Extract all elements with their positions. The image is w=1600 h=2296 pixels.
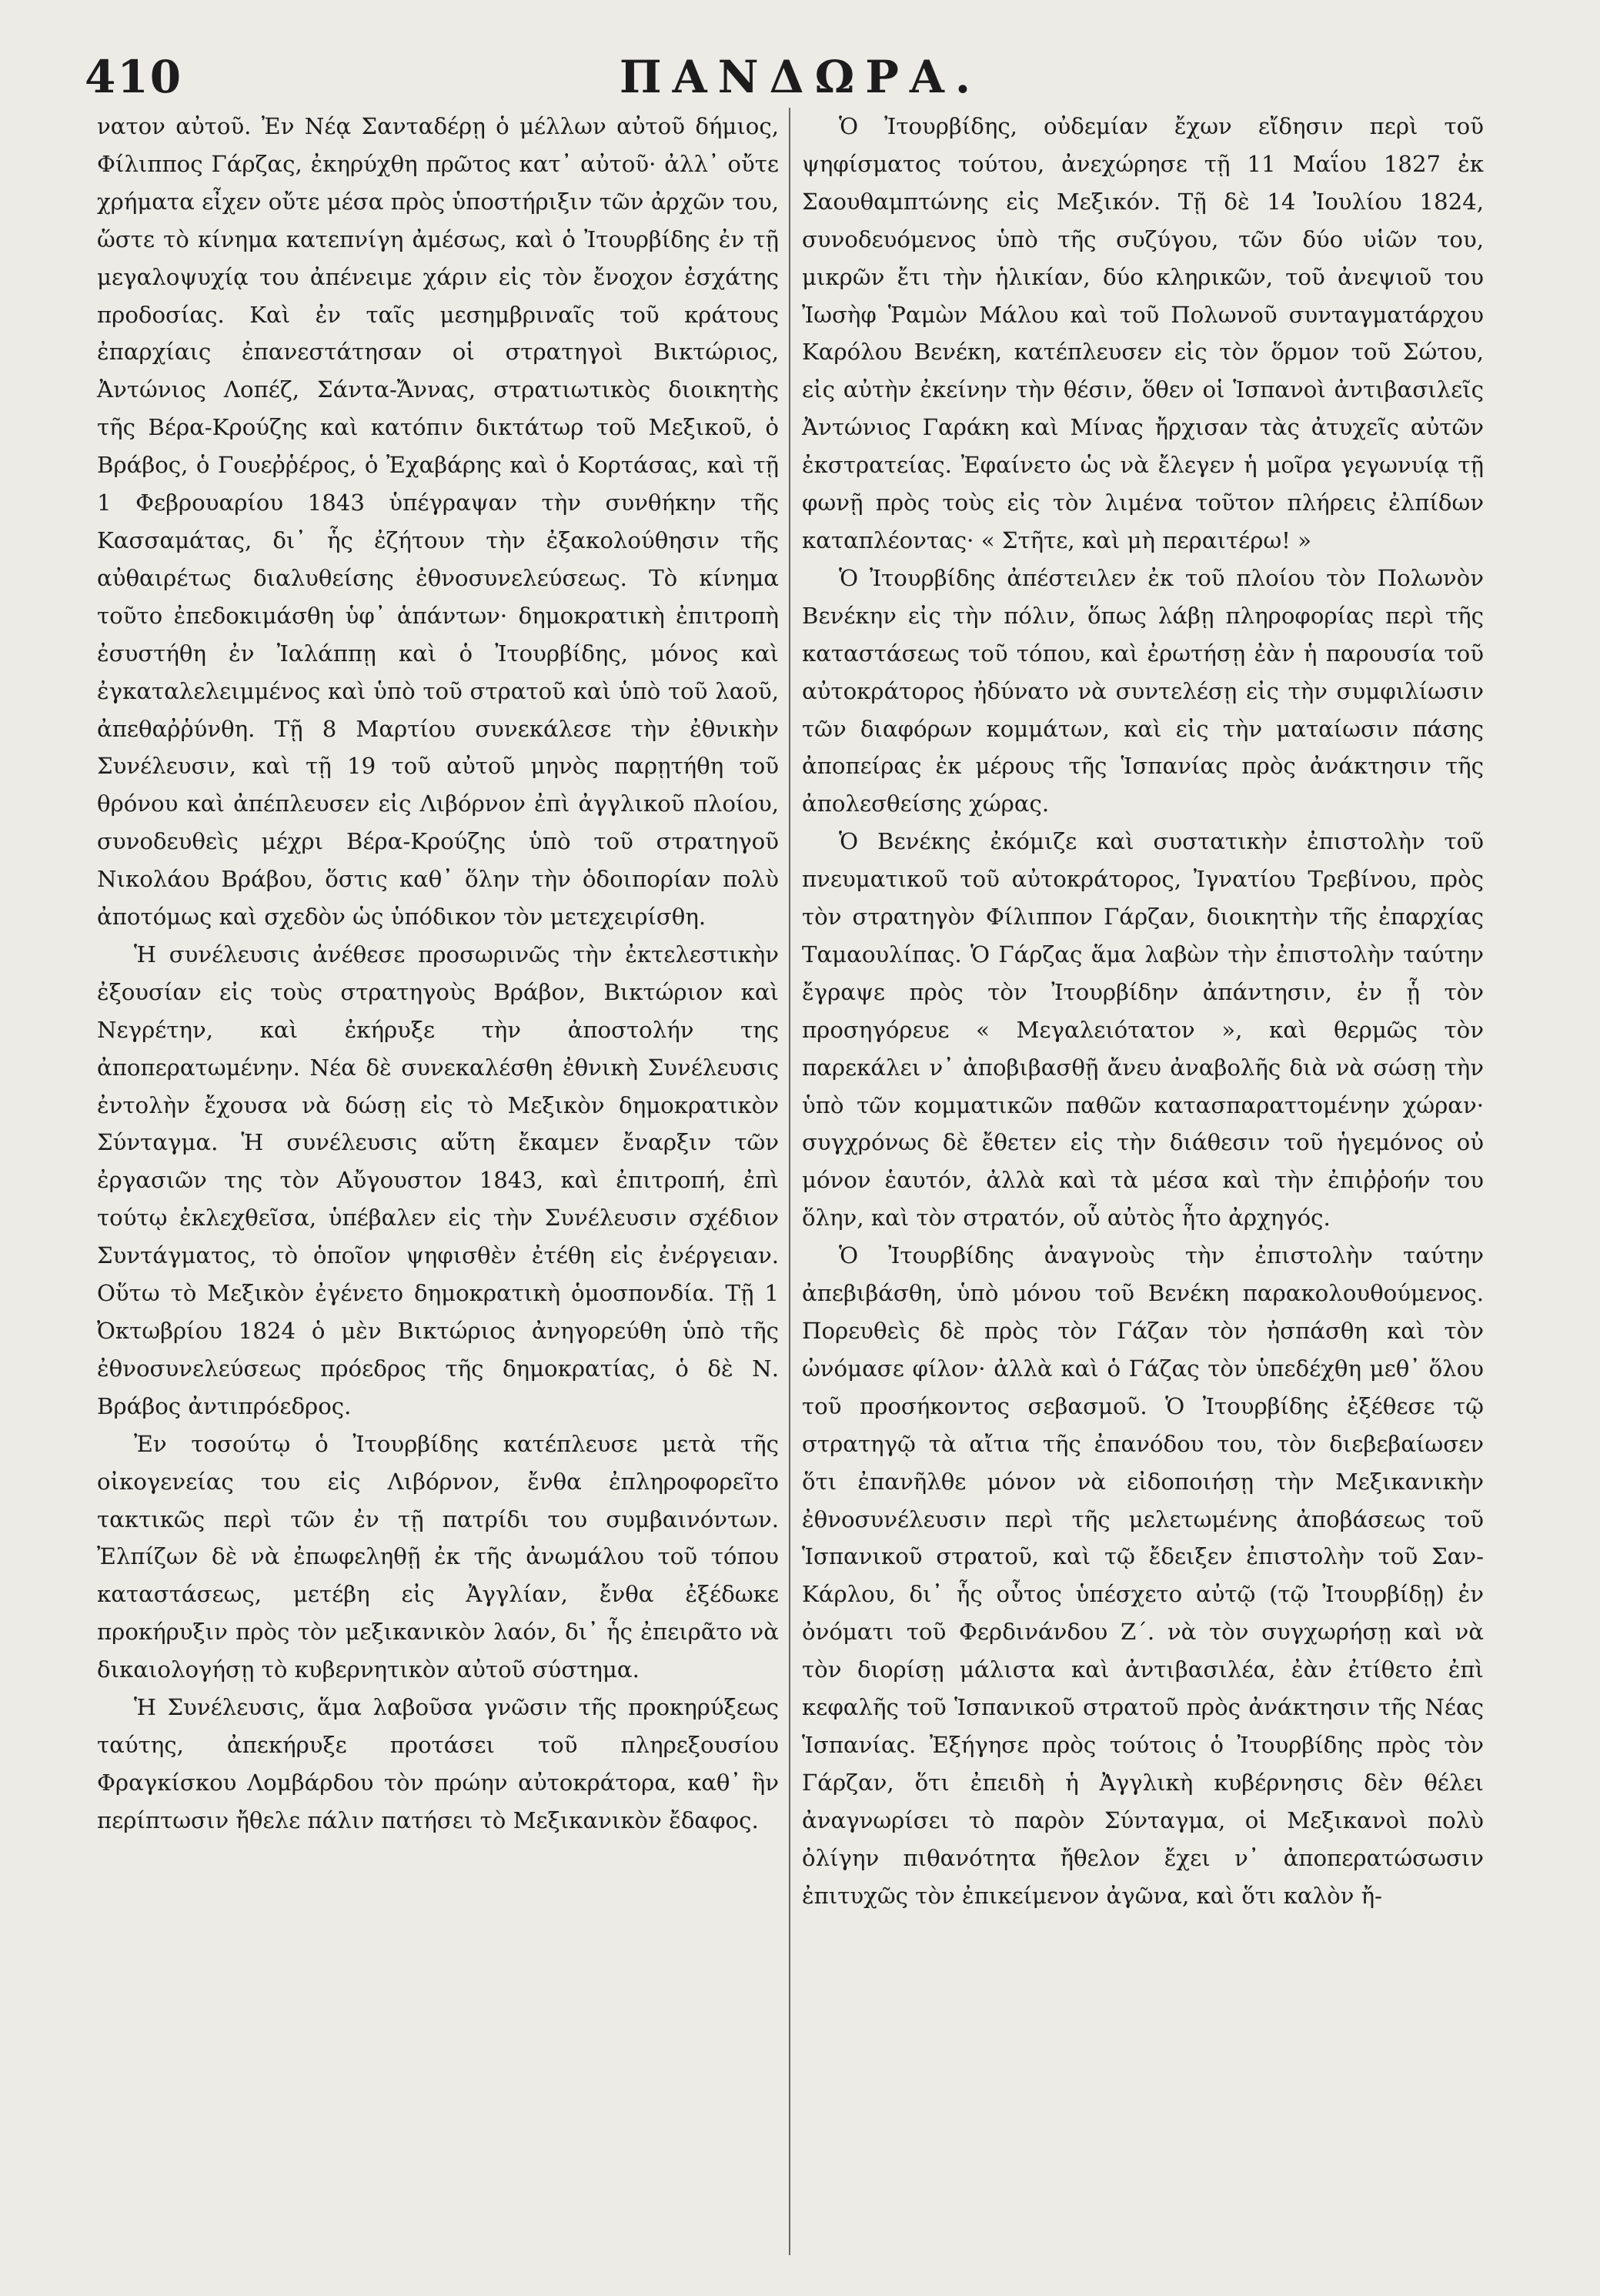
paragraph: Ἡ Συνέλευσις, ἅμα λαβοῦσα γνῶσιν τῆς προκηρύξεως ταύτης, ἀπεκήρυξε προτάσει τοῦ πληρεξουσίου Φραγκίσκου Λομβάρδου τὸν πρώην αὐτοκράτορα, καθ᾽ ἣν περίπτωσιν ἤθελε πάλιν πατήσει τὸ Μεξικανικὸν ἔδαφος. bbox=[97, 1694, 779, 1833]
paragraph: Ὁ Ἰτουρβίδης ἀπέστειλεν ἐκ τοῦ πλοίου τὸν Πολωνὸν Βενέκην εἰς τὴν πόλιν, ὅπως λάβῃ πληροφορίας περὶ τῆς καταστάσεως τοῦ τόπου, καὶ ἐρωτήσῃ ἐὰν ἡ παρουσία τοῦ αὐτοκράτορος ἠδύνατο νὰ συντελέσῃ εἰς τὴν συμφιλίωσιν τῶν διαφόρων κομμάτων, καὶ εἰς τὴν ματαίωσιν πάσης ἀποπείρας ἐκ μέρους τῆς Ἱσπανίας πρὸς ἀνάκτησιν τῆς ἀπολεσθείσης χώρας. bbox=[802, 564, 1484, 817]
paragraph: Ὁ Ἰτουρβίδης ἀναγνοὺς τὴν ἐπιστολὴν ταύτην ἀπεβιβάσθη, ὑπὸ μόνου τοῦ Βενέκη παρακολουθούμενος. Πορευθεὶς δὲ πρὸς τὸν Γάζαν τὸν ἠσπάσθη καὶ τὸν ὠνόμασε φίλον· ἀλλὰ καὶ ὁ Γάζας τὸν ὑπεδέχθη μεθ᾽ ὅλου τοῦ προσήκοντος σεβασμοῦ. Ὁ Ἰτουρβίδης ἐξέθεσε τῷ στρατηγῷ τὰ αἴτια τῆς ἐπανόδου του, τὸν διεβεβαίωσεν ὅτι ἐπανῆλθε μόνον νὰ εἰδοποιήσῃ τὴν Μεξικανικὴν ἐθνοσυνέλευσιν περὶ τῆς μελετωμένης ἀποβάσεως τοῦ Ἱσπανικοῦ στρατοῦ, καὶ τῷ ἔδειξεν ἐπιστολὴν τοῦ Σαν-Κάρλου, δι᾽ ἧς οὗτος ὑπέσχετο αὐτῷ (τῷ Ἰτουρβίδῃ) ἐν ὀνόματι τοῦ Φερδινάνδου Ζ´. νὰ τὸν συγχωρήσῃ καὶ νὰ τὸν διορίσῃ μάλιστα καὶ ἀντιβασιλέα, ἐὰν ἐτίθετο ἐπὶ κεφαλῆς τοῦ Ἱσπανικοῦ στρατοῦ πρὸς ἀνάκτησιν τῆς Νέας Ἱσπανίας. Ἐξήγησε πρὸς τούτοις ὁ Ἰτουρβίδης πρὸς τὸν Γάρζαν, ὅτι ἐπειδὴ ἡ Ἀγγλικὴ κυβέρνησις δὲν θέλει ἀναγνωρίσει τὸ παρὸν Σύνταγμα, οἱ Μεξικανοὶ πολὺ ὀλίγην πιθανότητα ἤθελον ἔχει ν᾽ ἀποπερατώσωσιν ἐπιτυχῶς τὸν ἐπικείμενον ἀγῶνα, καὶ ὅτι καλὸν ἤ- bbox=[802, 1242, 1484, 1909]
paragraph: Ἐν τοσούτῳ ὁ Ἰτουρβίδης κατέπλευσε μετὰ τῆς οἰκογενείας του εἰς Λιβόρνον, ἔνθα ἐπληροφορεῖτο τακτικῶς περὶ τῶν ἐν τῇ πατρίδι του συμβαινόντων. Ἐλπίζων δὲ νὰ ἐπωφεληθῇ ἐκ τῆς ἀνωμάλου τοῦ τόπου καταστάσεως, μετέβη εἰς Ἀγγλίαν, ἔνθα ἐξέδωκε προκήρυξιν πρὸς τὸν μεξικανικὸν λαόν, δι᾽ ἧς ἐπειρᾶτο νὰ δικαιολογήσῃ τὸ κυβερνητικὸν αὐτοῦ σύστημα. bbox=[97, 1430, 779, 1683]
paragraph: Ὁ Ἰτουρβίδης, οὐδεμίαν ἔχων εἴδησιν περὶ τοῦ ψηφίσματος τούτου, ἀνεχώρησε τῇ 11 Μαΐου 1827 ἐκ Σαουθαμπτώνης εἰς Μεξικόν. Τῇ δὲ 14 Ἰουλίου 1824, συνοδευόμενος ὑπὸ τῆς συζύγου, τῶν δύο υἱῶν του, μικρῶν ἔτι τὴν ἡλικίαν, δύο κληρικῶν, τοῦ ἀνεψιοῦ του Ἰωσὴφ Ῥαμὼν Μάλου καὶ τοῦ Πολωνοῦ συνταγματάρχου Καρόλου Βενέκη, κατέπλευσεν εἰς τὸν ὅρμον τοῦ Σώτου, εἰς αὐτὴν ἐκείνην τὴν θέσιν, ὅθεν οἱ Ἱσπανοὶ ἀντιβασιλεῖς Ἀντώνιος Γαράκη καὶ Μίνας ἤρχισαν τὰς ἀτυχεῖς αὐτῶν ἐκστρατείας. Ἐφαίνετο ὡς νὰ ἔλεγεν ἡ μοῖρα γεγωνυίᾳ τῇ φωνῇ πρὸς τοὺς εἰς τὸν λιμένα τοῦτον πλήρεις ἐλπίδων καταπλέοντας· « Στῆτε, καὶ μὴ περαιτέρω! » bbox=[802, 113, 1484, 553]
left-column bbox=[97, 108, 779, 1840]
page-number: 410 bbox=[85, 51, 183, 103]
paragraph: Ἡ συνέλευσις ἀνέθεσε προσωρινῶς τὴν ἐκτελεστικὴν ἐξουσίαν εἰς τοὺς στρατηγοὺς Βράβον, Βικτώριον καὶ Νεγρέτην, καὶ ἐκήρυξε τὴν ἀποστολήν της ἀποπερατωμένην. Νέα δὲ συνεκαλέσθη ἐθνικὴ Συνέλευσις ἐντολὴν ἔχουσα νὰ δώσῃ εἰς τὸ Μεξικὸν δημοκρατικὸν Σύνταγμα. Ἡ συνέλευσις αὕτη ἔκαμεν ἔναρξιν τῶν ἐργασιῶν της τὸν Αὔγουστον 1843, καὶ ἐπιτροπή, ἐπὶ τούτῳ ἐκλεχθεῖσα, ὑπέβαλεν εἰς τὴν Συνέλευσιν σχέδιον Συντάγματος, τὸ ὁποῖον ψηφισθὲν ἐτέθη εἰς ἐνέργειαν. Οὕτω τὸ Μεξικὸν ἐγένετο δημοκρατικὴ ὁμοσπονδία. Τῇ 1 Ὀκτωβρίου 1824 ὁ μὲν Βικτώριος ἀνηγορεύθη ὑπὸ τῆς ἐθνοσυνελεύσεως πρόεδρος τῆς δημοκρατίας, ὁ δὲ Ν. Βράβος ἀντιπρόεδρος. bbox=[97, 941, 779, 1419]
journal-title: ΠΑΝΔΩΡΑ. bbox=[619, 51, 982, 103]
page-header bbox=[85, 46, 1516, 108]
paragraph: Ὁ Βενέκης ἐκόμιζε καὶ συστατικὴν ἐπιστολὴν τοῦ πνευματικοῦ τοῦ αὐτοκράτορος, Ἰγνατίου Τρεβίνου, πρὸς τὸν στρατηγὸν Φίλιππον Γάρζαν, διοικητὴν τῆς ἐπαρχίας Ταμαουλίπας. Ὁ Γάρζας ἅμα λαβὼν τὴν ἐπιστολὴν ταύτην ἔγραψε πρὸς τὸν Ἰτουρβίδην ἀπάντησιν, ἐν ᾗ τὸν προσηγόρευε « Μεγαλειότατον », καὶ θερμῶς τὸν παρεκάλει ν᾽ ἀποβιβασθῇ ἄνευ ἀναβολῆς διὰ νὰ σώσῃ τὴν ὑπὸ τῶν κομματικῶν παθῶν κατασπαραττομένην χώραν· συγχρόνως δὲ ἔθετεν εἰς τὴν διάθεσιν τοῦ ἡγεμόνος οὐ μόνον ἑαυτόν, ἀλλὰ καὶ τὰ μέσα καὶ τὴν ἐπιῤῥοήν του ὅλην, καὶ τὸν στρατόν, οὗ αὐτὸς ἦτο ἀρχηγός. bbox=[802, 828, 1484, 1232]
paragraph: νατον αὐτοῦ. Ἐν Νέᾳ Σανταδέρῃ ὁ μέλλων αὐτοῦ δήμιος, Φίλιππος Γάρζας, ἐκηρύχθη πρῶτος κατ᾽ αὐτοῦ· ἀλλ᾽ οὔτε χρήματα εἶχεν οὔτε μέσα πρὸς ὑποστήριξιν τῶν ἀρχῶν του, ὥστε τὸ κίνημα κατεπνίγη ἀμέσως, καὶ ὁ Ἰτουρβίδης ἐν τῇ μεγαλοψυχίᾳ του ἀπένειμε χάριν εἰς τὸν ἔνοχον ἐσχάτης προδοσίας. Καὶ ἐν ταῖς μεσημβριναῖς τοῦ κράτους ἐπαρχίαις ἐπανεστάτησαν οἱ στρατηγοὶ Βικτώριος, Ἀντώνιος Λοπέζ, Σάντα-Ἄννας, στρατιωτικὸς διοικητὴς τῆς Βέρα-Κρούζης καὶ κατόπιν δικτάτωρ τοῦ Μεξικοῦ, ὁ Βράβος, ὁ Γουεῤῥέρος, ὁ Ἐχαβάρης καὶ ὁ Κορτάσας, καὶ τῇ 1 Φεβρουαρίου 1843 ὑπέγραψαν τὴν συνθήκην τῆς Κασσαμάτας, δι᾽ ἧς ἐζήτουν τὴν ἐξακολούθησιν τῆς αὐθαιρέτως διαλυθείσης ἐθνοσυνελεύσεως. Τὸ κίνημα τοῦτο ἐπεδοκιμάσθη ὑφ᾽ ἁπάντων· δημοκρατικὴ ἐπιτροπὴ ἐσυστήθη ἐν Ἰαλάππῃ καὶ ὁ Ἰτουρβίδης, μόνος καὶ ἐγκαταλελειμμένος καὶ ὑπὸ τοῦ στρατοῦ καὶ ὑπὸ τοῦ λαοῦ, ἀπεθαῤῥύνθη. Τῇ 8 Μαρτίου συνεκάλεσε τὴν ἐθνικὴν Συνέλευσιν, καὶ τῇ 19 τοῦ αὐτοῦ μηνὸς παρῃτήθη τοῦ θρόνου καὶ ἀπέπλευσεν εἰς Λιβόρνον ἐπὶ ἀγγλικοῦ πλοίου, συνοδευθεὶς μέχρι Βέρα-Κρούζης ὑπὸ τοῦ στρατηγοῦ Νικολάου Βράβου, ὅστις καθ᾽ ὅλην τὴν ὁδοιπορίαν πολὺ ἀποτόμως καὶ σχεδὸν ὡς ὑπόδικον τὸν μετεχειρίσθη. bbox=[97, 113, 779, 931]
column-divider bbox=[789, 108, 790, 2255]
right-column bbox=[802, 108, 1484, 1915]
